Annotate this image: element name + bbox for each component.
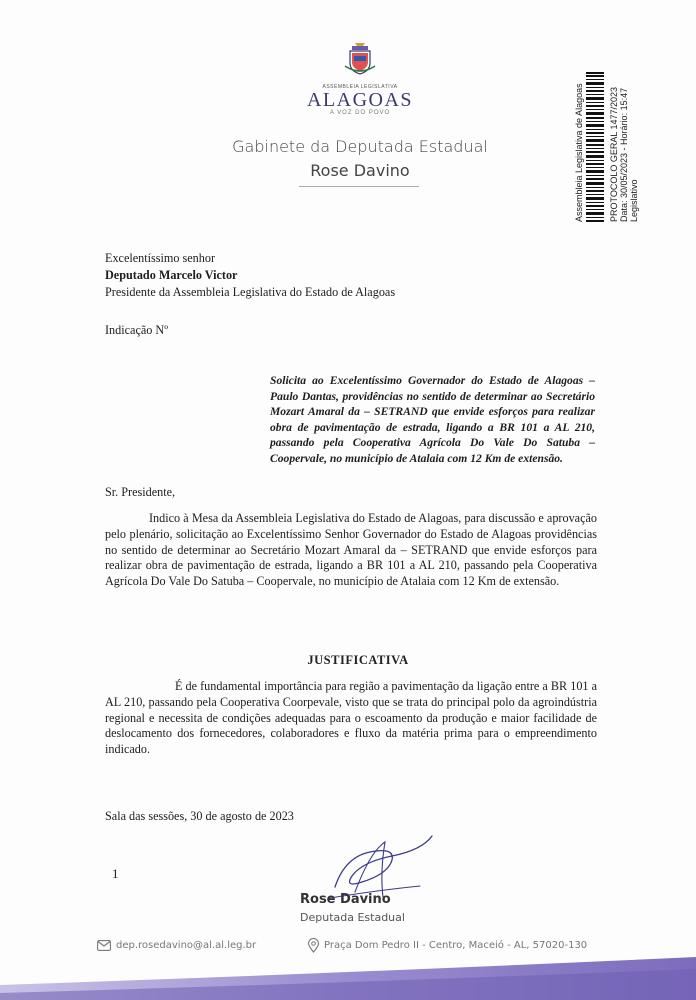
body-paragraph-justification: É de fundamental importância para região a pavimentação da ligação entre a BR 101 a AL 210, passando pela Cooperativa Coorpevale, visto que se trata do principal polo da agroindústria regional e necessita de condições adequadas para o escoamento da produção e maior facilidade de deslocamento dos fornecedores, colaboradores e fluxo da matéria prima para o empreendimento indicado. <box>105 679 597 757</box>
header-divider <box>299 186 419 187</box>
envelope-icon <box>97 940 111 951</box>
signer-name: Rose Davino <box>300 892 391 907</box>
location-pin-icon <box>308 938 319 953</box>
addressee-salutation: Excelentíssimo senhor <box>105 251 216 265</box>
logo-tagline: A VOZ DO POVO <box>329 110 391 116</box>
logo-title: ALAGOAS <box>306 89 414 111</box>
ementa-summary: Solicita ao Excelentíssimo Governador do Estado de Alagoas – Paulo Dantas, providências no sentido de determinar ao Secretário Mozart Amaral da – SETRAND que envide esforços para realizar obra de pavimentação de estrada, ligando a BR 101 a AL 210, passando pela Cooperativa Agrícola Do Vale Do Satuba – Coopervale, no município de Atalaia com 12 Km de extensão. <box>270 374 595 465</box>
margin-mark: 1 <box>112 866 119 881</box>
footer-decorative-band <box>0 955 696 1000</box>
footer-contact <box>0 938 696 956</box>
coat-of-arms-icon <box>343 42 377 76</box>
protocol-stamp <box>574 32 654 222</box>
stamp-organization: Assembleia Legislativa de Alagoas <box>574 83 584 222</box>
body-paragraph-indication: Indico à Mesa da Assembleia Legislativa do Estado de Alagoas, para discussão e aprovação pelo plenário, solicitação ao Excelentíssimo Senhor Governador do Estado de Alagoas providências no sentido de determinar ao Secretário Mozart Amaral da – SETRAND que envide esforços para realizar obra de pavimentação de estrada, ligando a BR 101 a AL 210, passando pela Cooperativa Agrícola Do Vale Do Satuba – Coopervale, no município de Atalaia com 12 Km de extensão. <box>105 511 597 589</box>
signer-role: Deputada Estadual <box>300 911 405 924</box>
stamp-sector: Legislativo <box>629 179 639 222</box>
assembly-logo <box>305 42 415 116</box>
footer-address: Praça Dom Pedro II - Centro, Maceió - AL, 57020-130 <box>324 940 588 951</box>
closing-line: Sala das sessões, 30 de agosto de 2023 <box>105 809 294 823</box>
barcode <box>586 72 604 222</box>
office-title: Gabinete da Deputada Estadual <box>232 137 488 156</box>
addressee-block <box>105 250 395 301</box>
office-deputy-name: Rose Davino <box>310 161 410 180</box>
addressee-role: Presidente da Assembleia Legislativa do Estado de Alagoas <box>105 285 396 299</box>
indicacao-label: Indicação Nº <box>105 323 168 337</box>
stamp-date-time: Data: 30/05/2023 - Horário: 15:47 <box>619 87 629 222</box>
logo-small-text: ASSEMBLEIA LEGISLATIVA <box>322 84 398 90</box>
footer-email[interactable]: dep.rosedavino@al.al.leg.br <box>116 940 257 951</box>
justification-heading: JUSTIFICATIVA <box>307 653 409 667</box>
stamp-protocol-number: PROTOCOLO GERAL 1477/2023 <box>609 86 619 222</box>
addressee-name: Deputado Marcelo Victor <box>105 268 238 282</box>
salute: Sr. Presidente, <box>105 485 176 499</box>
